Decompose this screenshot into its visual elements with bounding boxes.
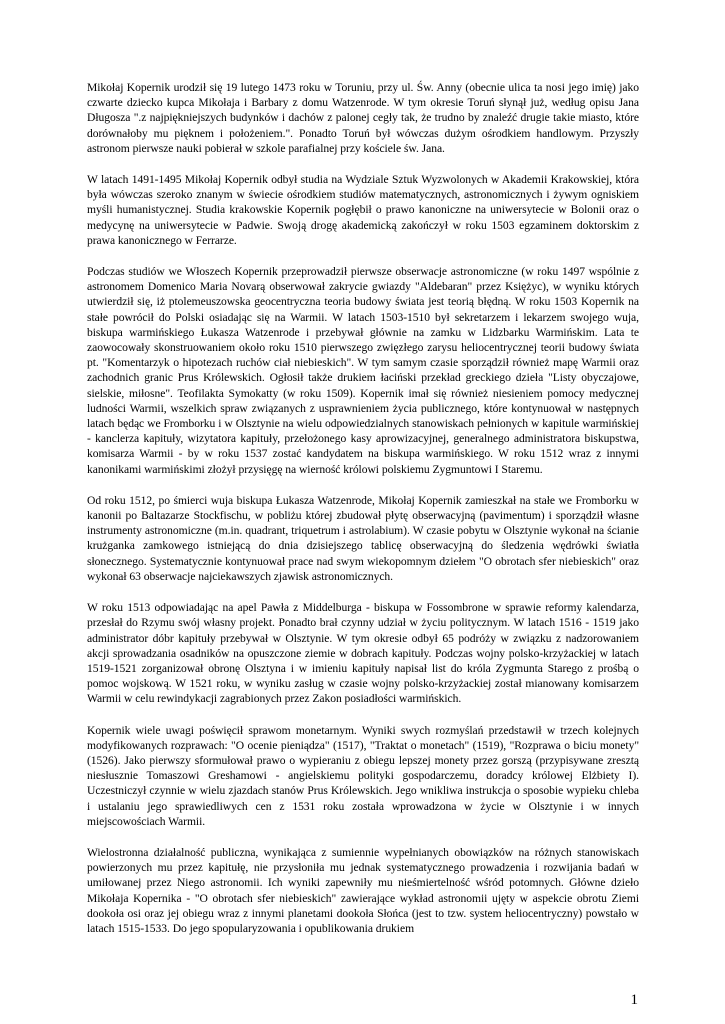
paragraph-studies-krakow: W latach 1491-1495 Mikołaj Kopernik odbył studia na Wydziale Sztuk Wyzwolonych w Akademii Krakowskiej, która była wówczas szeroko znanym w świecie ośrodkiem studiów matematycznych, astronomicznych i żywym ogniskiem myśli humanistycznej. Studia krakowskie Kopernik pogłębił o prawo kanoniczne na uniwersytecie w Bolonii oraz o medycynę na uniwersytecie w Padwie. Swoją drogę akademicką zakończył w roku 1503 egzaminem doktorskim z prawa kanonicznego w Ferrarze.	[87, 173, 639, 247]
paragraph-italy-warmia: Podczas studiów we Włoszech Kopernik przeprowadził pierwsze obserwacje astronomiczne (w roku 1497 wspólnie z astronomem Domenico Maria Novarą obserwował zakrycie gwiazdy "Aldebaran" przez Księżyc), w wyniku których utwierdził się, iż ptolemeuszowska geocentryczna teoria budowy świata jest teorią błędną. W roku 1503 Kopernik na stałe powrócił do Polski osiadając się na Warmii. W latach 1503-1510 był sekretarzem i lekarzem swojego wuja, biskupa warmińskiego Łukasza Watzenrode i przebywał głównie na zamku w Lidzbarku Warmińskim. Lata te zaowocowały skonstruowaniem około roku 1510 pierwszego zwięzłego zarysu heliocentrycznej teorii budowy świata pt. "Komentarzyk o hipotezach ruchów ciał niebieskich". W tym samym czasie sporządził również mapę Warmii oraz zachodnich granic Prus Królewskich. Ogłosił także drukiem łaciński przekład greckiego dzieła "Listy obyczajowe, sielskie, miłosne". Teofilakta Symokatty (w roku 1509). Kopernik imał się również niesieniem pomocy medycznej ludności Warmii, wszelkich spraw związanych z usprawnieniem życia publicznego, które kontynuował w następnych latach będąc we Fromborku i w Olsztynie na wielu odpowiedzialnych stanowiskach pełnionych w kapitule warmińskiej - kanclerza kapituły, wizytatora kapituły, przełożonego kasy aprowizacyjnej, generalnego administratora biskupstwa, komisarza Warmii - by w roku 1537 zostać kandydatem na biskupa warmińskiego. W roku 1512 wraz z innymi kanonikami warmińskimi złożył przysięgę na wierność królowi polskiemu Zygmuntowi I Staremu.	[87, 265, 639, 476]
paragraph-calendar-politics: W roku 1513 odpowiadając na apel Pawła z Middelburga - biskupa w Fossombrone w sprawie reformy kalendarza, przesłał do Rzymu swój własny projekt. Ponadto brał czynny udział w życiu politycznym. W latach 1516 - 1519 jako administrator dóbr kapituły przebywał w Olsztynie. W tym okresie odbył 65 podróży w związku z nadzorowaniem akcji sprowadzania osadników na opuszczone ziemie w dobrach kapituły. Podczas wojny polsko-krzyżackiej w latach 1519-1521 zorganizował obronę Olsztyna i w imieniu kapituły napisał list do króla Zygmunta Starego z prośbą o pomoc wojskową. W 1521 roku, w wyniku zasług w czasie wojny polsko-krzyżackiej został mianowany komisarzem Warmii w celu rewindykacji zagrabionych przez Zakon posiadłości warmińskich.	[87, 601, 639, 706]
document-body	[87, 80, 639, 952]
paragraph-birth: Mikołaj Kopernik urodził się 19 lutego 1473 roku w Toruniu, przy ul. Św. Anny (obecnie ulica ta nosi jego imię) jako czwarte dziecko kupca Mikołaja i Barbary z domu Watzenrode. W tym okresie Toruń słynął już, według opisu Jana Długosza ".z najpiękniejszych budynków i dachów z palonej cegły tak, że trudno by znaleźć drugie takie miasto, które dorównałoby mu pięknem i położeniem.". Ponadto Toruń był wówczas dużym ośrodkiem handlowym. Przyszły astronom pierwsze nauki pobierał w szkole parafialnej przy kościele św. Jana.	[87, 81, 639, 155]
paragraph-monetary: Kopernik wiele uwagi poświęcił sprawom monetarnym. Wyniki swych rozmyślań przedstawił w trzech kolejnych modyfikowanych rozprawach: "O ocenie pieniądza" (1517), "Traktat o monetach" (1519), "Rozprawa o biciu monety" (1526). Jako pierwszy sformułował prawo o wypieraniu z obiegu lepszej monety przez gorszą (przypisywane zresztą niesłusznie Tomaszowi Greshamowi - angielskiemu polityki gospodarczemu, doradcy królowej Elżbiety I). Uczestniczył czynnie w wielu zjazdach stanów Prus Królewskich. Jego wnikliwa instrukcja o sposobie wypieku chleba i ustalaniu jego sprawiedliwych cen z 1531 roku została wprowadzona w życie w Olsztynie i w innych miejscowościach Warmii.	[87, 723, 639, 828]
paragraph-public-activity: Wielostronna działalność publiczna, wynikająca z sumiennie wypełnianych obowiązków na różnych stanowiskach powierzonych mu przez kapitułę, nie przysłoniła mu jednak systematycznego prowadzenia i rozwijania badań w umiłowanej przez Niego astronomii. Ich wyniki zapewniły mu nieśmiertelność wśród potomnych. Główne dzieło Mikołaja Kopernika - "O obrotach sfer niebieskich" zawierające wykład astronomii ujęty w aspekcie obrotu Ziemi dookoła osi oraz jej obiegu wraz z innymi planetami dookoła Słońca (jest to tzw. system heliocentryczny) powstało w latach 1515-1533. Do jego spopularyzowania i opublikowania drukiem	[87, 845, 639, 935]
page-number: 1	[630, 992, 638, 1008]
paragraph-frombork: Od roku 1512, po śmierci wuja biskupa Łukasza Watzenrode, Mikołaj Kopernik zamieszkał na stałe we Fromborku w kanonii po Baltazarze Stockfischu, w pobliżu której zbudował płytę obserwacyjną (pavimentum) i sporządził własne instrumenty astronomiczne (m.in. quadrant, triquetrum i astrolabium). W czasie pobytu w Olsztynie wykonał na ścianie krużganka zamkowego istniejącą do dnia dzisiejszego tablicę obserwacyjną do śledzenia wędrówki światła słonecznego. Systematycznie kontynuował prace nad swym wiekopomnym dziełem "O obrotach sfer niebieskich" oraz wykonał 63 obserwacje najciekawszych zjawisk astronomicznych.	[87, 493, 639, 583]
